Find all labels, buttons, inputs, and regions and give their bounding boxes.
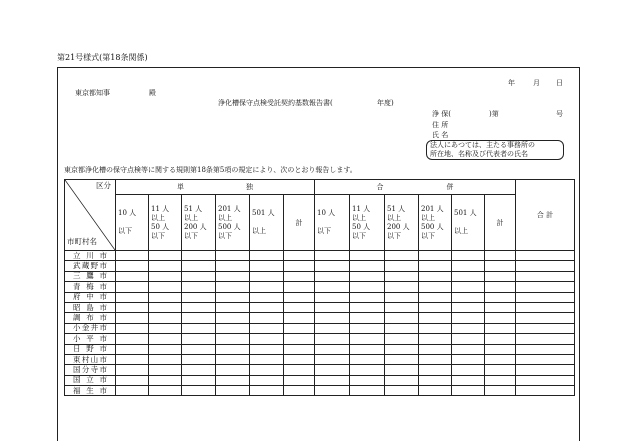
count-cell[interactable] — [315, 313, 350, 323]
count-cell[interactable] — [315, 302, 350, 312]
count-cell[interactable] — [149, 313, 182, 323]
count-cell[interactable] — [116, 282, 149, 292]
count-cell[interactable] — [284, 271, 315, 281]
license-suffix: 号 — [556, 110, 563, 118]
count-cell[interactable] — [250, 386, 284, 396]
table-row — [65, 261, 575, 271]
count-cell[interactable] — [315, 261, 350, 271]
corporate-note-line1: 法人にあつては、主たる事務所の — [430, 141, 535, 149]
count-cell[interactable] — [250, 344, 284, 354]
count-cell[interactable] — [485, 261, 516, 271]
count-cell[interactable] — [315, 386, 350, 396]
count-cell[interactable] — [182, 334, 216, 344]
count-cell[interactable] — [284, 282, 315, 292]
count-cell[interactable] — [315, 375, 350, 385]
count-cell[interactable] — [284, 344, 315, 354]
count-cell[interactable] — [149, 302, 182, 312]
count-cell[interactable] — [315, 334, 350, 344]
municipality-name: 武蔵野市 — [65, 261, 116, 271]
count-cell[interactable] — [149, 344, 182, 354]
count-cell[interactable] — [350, 375, 385, 385]
count-cell[interactable] — [250, 323, 284, 333]
count-cell[interactable] — [216, 354, 250, 364]
count-cell[interactable] — [149, 375, 182, 385]
count-cell[interactable] — [149, 271, 182, 281]
count-cell[interactable] — [182, 313, 216, 323]
count-cell[interactable] — [485, 271, 516, 281]
count-cell[interactable] — [350, 313, 385, 323]
count-cell[interactable] — [385, 282, 419, 292]
count-cell[interactable] — [116, 386, 149, 396]
subheader-line: 10 人 — [317, 209, 336, 217]
count-cell[interactable] — [516, 365, 575, 375]
name-label: 氏 名 — [432, 131, 449, 139]
municipality-name: 福生市 — [65, 386, 116, 396]
count-cell[interactable] — [350, 282, 385, 292]
table-row — [65, 375, 575, 385]
combined-subheader-201-500 — [419, 195, 452, 251]
count-cell[interactable] — [116, 292, 149, 302]
count-cell[interactable] — [250, 365, 284, 375]
table-row — [65, 313, 575, 323]
count-cell[interactable] — [385, 251, 419, 261]
subtotal-label: 計 — [496, 218, 504, 227]
count-cell[interactable] — [182, 251, 216, 261]
count-cell[interactable] — [182, 261, 216, 271]
count-cell[interactable] — [116, 261, 149, 271]
count-cell[interactable] — [485, 282, 516, 292]
table-row — [65, 251, 575, 261]
count-cell[interactable] — [216, 323, 250, 333]
count-cell[interactable] — [485, 386, 516, 396]
count-cell[interactable] — [419, 292, 452, 302]
count-cell[interactable] — [350, 354, 385, 364]
date-month: 月 — [533, 79, 540, 87]
subheader-line: 201 人 — [218, 204, 241, 213]
count-cell[interactable] — [284, 334, 315, 344]
subheader-line: 200 人 — [184, 222, 207, 231]
subheader-line: 以下 — [184, 231, 198, 240]
count-cell[interactable] — [516, 261, 575, 271]
count-cell[interactable] — [385, 292, 419, 302]
subheader-line: 51 人 — [387, 204, 406, 213]
count-cell[interactable] — [250, 251, 284, 261]
municipality-name: 府中市 — [65, 292, 116, 302]
form-number: 第21号様式(第18条関係) — [57, 53, 148, 62]
count-cell[interactable] — [419, 334, 452, 344]
subheader-line: 以下 — [387, 231, 401, 240]
count-cell[interactable] — [350, 251, 385, 261]
table-row — [65, 334, 575, 344]
subheader-line: 以上 — [421, 213, 435, 222]
count-cell[interactable] — [315, 354, 350, 364]
count-cell[interactable] — [350, 261, 385, 271]
address-label: 住 所 — [432, 121, 449, 129]
count-cell[interactable] — [250, 292, 284, 302]
subheader-line: 51 人 — [184, 204, 203, 213]
count-cell[interactable] — [149, 386, 182, 396]
count-cell[interactable] — [385, 313, 419, 323]
count-cell[interactable] — [516, 334, 575, 344]
corporate-note-line2: 所在地、名称及び代表者の氏名 — [430, 150, 528, 158]
municipality-name: 立川市 — [65, 251, 116, 261]
single-subheader-11-50 — [149, 195, 182, 251]
count-cell[interactable] — [452, 334, 485, 344]
subtotal-label: 計 — [295, 218, 303, 227]
subheader-line: 200 人 — [387, 222, 410, 231]
count-cell[interactable] — [116, 313, 149, 323]
count-cell[interactable] — [350, 344, 385, 354]
count-cell[interactable] — [419, 261, 452, 271]
count-cell[interactable] — [419, 386, 452, 396]
count-cell[interactable] — [485, 323, 516, 333]
count-cell[interactable] — [350, 292, 385, 302]
count-cell[interactable] — [419, 282, 452, 292]
count-cell[interactable] — [385, 375, 419, 385]
municipality-name: 日野市 — [65, 344, 116, 354]
count-cell[interactable] — [452, 344, 485, 354]
subheader-line: 以下 — [118, 227, 132, 235]
subheader-line: 以下 — [151, 231, 165, 240]
subheader-line: 11 人 — [352, 204, 371, 213]
count-cell[interactable] — [315, 251, 350, 261]
count-cell[interactable] — [516, 251, 575, 261]
count-cell[interactable] — [182, 386, 216, 396]
count-cell[interactable] — [516, 313, 575, 323]
count-cell[interactable] — [452, 365, 485, 375]
municipality-name: 三鷹市 — [65, 271, 116, 281]
subheader-line: 11 人 — [151, 204, 170, 213]
count-cell[interactable] — [516, 302, 575, 312]
count-cell[interactable] — [385, 354, 419, 364]
count-cell[interactable] — [149, 365, 182, 375]
count-cell[interactable] — [216, 292, 250, 302]
municipality-name: 昭島市 — [65, 302, 116, 312]
table-row — [65, 323, 575, 333]
count-cell[interactable] — [182, 344, 216, 354]
count-cell[interactable] — [452, 271, 485, 281]
count-cell[interactable] — [216, 334, 250, 344]
subheader-line: 501 人 — [454, 209, 477, 217]
count-cell[interactable] — [419, 344, 452, 354]
count-cell[interactable] — [250, 313, 284, 323]
count-cell[interactable] — [485, 344, 516, 354]
table-row — [65, 344, 575, 354]
count-cell[interactable] — [516, 323, 575, 333]
count-cell[interactable] — [250, 334, 284, 344]
count-cell[interactable] — [315, 365, 350, 375]
count-cell[interactable] — [350, 323, 385, 333]
count-cell[interactable] — [419, 251, 452, 261]
license-mid: )第 — [489, 110, 499, 118]
combined-header-part1: 合 — [376, 183, 384, 191]
combined-subheader-11-50 — [350, 195, 385, 251]
grand-total-header — [516, 180, 575, 251]
count-cell[interactable] — [250, 282, 284, 292]
count-cell[interactable] — [419, 354, 452, 364]
subheader-line: 201 人 — [421, 204, 444, 213]
count-cell[interactable] — [516, 282, 575, 292]
table-row — [65, 292, 575, 302]
count-cell[interactable] — [516, 292, 575, 302]
subheader-line: 10 人 — [118, 209, 137, 217]
table-row — [65, 271, 575, 281]
count-cell[interactable] — [452, 282, 485, 292]
count-cell[interactable] — [485, 354, 516, 364]
count-cell[interactable] — [419, 323, 452, 333]
single-subtotal-header — [284, 195, 315, 251]
municipality-label: 市町村名 — [67, 237, 97, 246]
table-row — [65, 282, 575, 292]
single-subheader-201-500 — [216, 195, 250, 251]
count-cell[interactable] — [452, 261, 485, 271]
count-cell[interactable] — [250, 354, 284, 364]
count-cell[interactable] — [182, 354, 216, 364]
count-cell[interactable] — [250, 302, 284, 312]
count-cell[interactable] — [216, 375, 250, 385]
report-table — [64, 179, 575, 396]
count-cell[interactable] — [385, 323, 419, 333]
count-cell[interactable] — [182, 282, 216, 292]
addressee-title: 東京都知事 — [75, 89, 110, 97]
count-cell[interactable] — [452, 354, 485, 364]
count-cell[interactable] — [385, 271, 419, 281]
count-cell[interactable] — [116, 302, 149, 312]
count-cell[interactable] — [419, 302, 452, 312]
count-cell[interactable] — [350, 302, 385, 312]
count-cell[interactable] — [216, 365, 250, 375]
count-cell[interactable] — [485, 334, 516, 344]
count-cell[interactable] — [485, 313, 516, 323]
corner-header — [65, 180, 116, 251]
count-cell[interactable] — [216, 282, 250, 292]
count-cell[interactable] — [516, 271, 575, 281]
subheader-line: 以上 — [352, 213, 366, 222]
count-cell[interactable] — [315, 344, 350, 354]
subheader-line: 以上 — [218, 213, 232, 222]
count-cell[interactable] — [284, 251, 315, 261]
count-cell[interactable] — [182, 323, 216, 333]
count-cell[interactable] — [116, 354, 149, 364]
count-cell[interactable] — [284, 261, 315, 271]
count-cell[interactable] — [452, 313, 485, 323]
count-cell[interactable] — [452, 386, 485, 396]
date-year: 年 — [508, 79, 515, 87]
subheader-line: 以下 — [352, 231, 366, 240]
count-cell[interactable] — [385, 261, 419, 271]
count-cell[interactable] — [216, 313, 250, 323]
count-cell[interactable] — [419, 271, 452, 281]
count-cell[interactable] — [116, 365, 149, 375]
category-label: 区分 — [96, 181, 111, 190]
count-cell[interactable] — [516, 375, 575, 385]
count-cell[interactable] — [216, 386, 250, 396]
count-cell[interactable] — [315, 282, 350, 292]
count-cell[interactable] — [149, 251, 182, 261]
report-title: 浄化槽保守点検受託契約基数報告書( — [218, 99, 333, 107]
license-prefix: 浄 保( — [432, 110, 451, 118]
count-cell[interactable] — [516, 344, 575, 354]
count-cell[interactable] — [149, 334, 182, 344]
count-cell[interactable] — [350, 386, 385, 396]
municipality-name: 東村山市 — [65, 354, 116, 364]
subheader-line: 500 人 — [421, 222, 444, 231]
count-cell[interactable] — [182, 292, 216, 302]
count-cell[interactable] — [315, 323, 350, 333]
count-cell[interactable] — [149, 282, 182, 292]
count-cell[interactable] — [284, 313, 315, 323]
count-cell[interactable] — [116, 323, 149, 333]
count-cell[interactable] — [182, 271, 216, 281]
count-cell[interactable] — [149, 323, 182, 333]
count-cell[interactable] — [385, 344, 419, 354]
combined-treatment-header — [315, 180, 516, 195]
single-header-part2: 独 — [246, 183, 253, 191]
count-cell[interactable] — [182, 302, 216, 312]
addressee-honorific: 殿 — [149, 89, 156, 97]
count-cell[interactable] — [216, 271, 250, 281]
count-cell[interactable] — [485, 375, 516, 385]
count-cell[interactable] — [284, 375, 315, 385]
table-row — [65, 365, 575, 375]
count-cell[interactable] — [149, 261, 182, 271]
subheader-line: 以下 — [218, 231, 232, 240]
count-cell[interactable] — [216, 302, 250, 312]
count-cell[interactable] — [452, 292, 485, 302]
count-cell[interactable] — [485, 302, 516, 312]
subheader-line: 50 人 — [151, 222, 170, 231]
count-cell[interactable] — [315, 292, 350, 302]
count-cell[interactable] — [419, 313, 452, 323]
count-cell[interactable] — [452, 323, 485, 333]
count-cell[interactable] — [419, 365, 452, 375]
count-cell[interactable] — [452, 375, 485, 385]
count-cell[interactable] — [284, 302, 315, 312]
count-cell[interactable] — [216, 251, 250, 261]
count-cell[interactable] — [315, 271, 350, 281]
subheader-line: 501 人 — [252, 209, 275, 217]
count-cell[interactable] — [385, 365, 419, 375]
count-cell[interactable] — [216, 261, 250, 271]
single-subheader-501-plus — [250, 195, 284, 251]
count-cell[interactable] — [452, 251, 485, 261]
intro-text: 東京都浄化槽の保守点検等に関する規則第18条第5項の規定により、次のとおり報告します。 — [64, 166, 357, 174]
count-cell[interactable] — [250, 271, 284, 281]
count-cell[interactable] — [149, 292, 182, 302]
single-subheader-51-200 — [182, 195, 216, 251]
subheader-line: 以上 — [454, 227, 468, 235]
single-header-part1: 単 — [177, 183, 184, 191]
count-cell[interactable] — [350, 271, 385, 281]
count-cell[interactable] — [216, 344, 250, 354]
count-cell[interactable] — [182, 375, 216, 385]
count-cell[interactable] — [350, 334, 385, 344]
count-cell[interactable] — [485, 251, 516, 261]
count-cell[interactable] — [116, 271, 149, 281]
subheader-line: 以上 — [151, 213, 165, 222]
table-row — [65, 302, 575, 312]
count-cell[interactable] — [116, 344, 149, 354]
combined-subheader-10-or-less — [315, 195, 350, 251]
count-cell[interactable] — [116, 334, 149, 344]
count-cell[interactable] — [385, 334, 419, 344]
report-title-fiscal-year: 年度) — [377, 99, 394, 107]
municipality-name: 国立市 — [65, 375, 116, 385]
municipality-name: 小平市 — [65, 334, 116, 344]
count-cell[interactable] — [385, 302, 419, 312]
combined-header-part2: 併 — [446, 183, 454, 191]
municipality-name: 調布市 — [65, 313, 116, 323]
subheader-line: 50 人 — [352, 222, 371, 231]
combined-subtotal-header — [485, 195, 516, 251]
municipality-name: 国分寺市 — [65, 365, 116, 375]
combined-subheader-501-plus — [452, 195, 485, 251]
count-cell[interactable] — [116, 251, 149, 261]
count-cell[interactable] — [516, 354, 575, 364]
subheader-line: 以下 — [317, 227, 331, 235]
count-cell[interactable] — [116, 375, 149, 385]
single-treatment-header — [116, 180, 315, 195]
count-cell[interactable] — [284, 292, 315, 302]
count-cell[interactable] — [516, 386, 575, 396]
count-cell[interactable] — [284, 386, 315, 396]
subheader-line: 以上 — [184, 213, 198, 222]
count-cell[interactable] — [284, 323, 315, 333]
subheader-line: 500 人 — [218, 222, 241, 231]
date-day: 日 — [556, 79, 563, 87]
count-cell[interactable] — [485, 365, 516, 375]
combined-subheader-51-200 — [385, 195, 419, 251]
count-cell[interactable] — [452, 302, 485, 312]
count-cell[interactable] — [284, 354, 315, 364]
subheader-row — [65, 195, 575, 251]
subheader-line: 以下 — [421, 231, 435, 240]
table-row — [65, 354, 575, 364]
subheader-line: 以上 — [252, 227, 266, 235]
single-subheader-10-or-less — [116, 195, 149, 251]
subheader-line: 以上 — [387, 213, 401, 222]
count-cell[interactable] — [182, 365, 216, 375]
municipality-name: 青梅市 — [65, 282, 116, 292]
municipality-name: 小金井市 — [65, 323, 116, 333]
count-cell[interactable] — [250, 375, 284, 385]
count-cell[interactable] — [385, 386, 419, 396]
count-cell[interactable] — [485, 292, 516, 302]
count-cell[interactable] — [284, 365, 315, 375]
grand-total-label: 合 計 — [536, 211, 554, 219]
count-cell[interactable] — [350, 365, 385, 375]
count-cell[interactable] — [419, 375, 452, 385]
table-row — [65, 386, 575, 396]
count-cell[interactable] — [149, 354, 182, 364]
count-cell[interactable] — [250, 261, 284, 271]
